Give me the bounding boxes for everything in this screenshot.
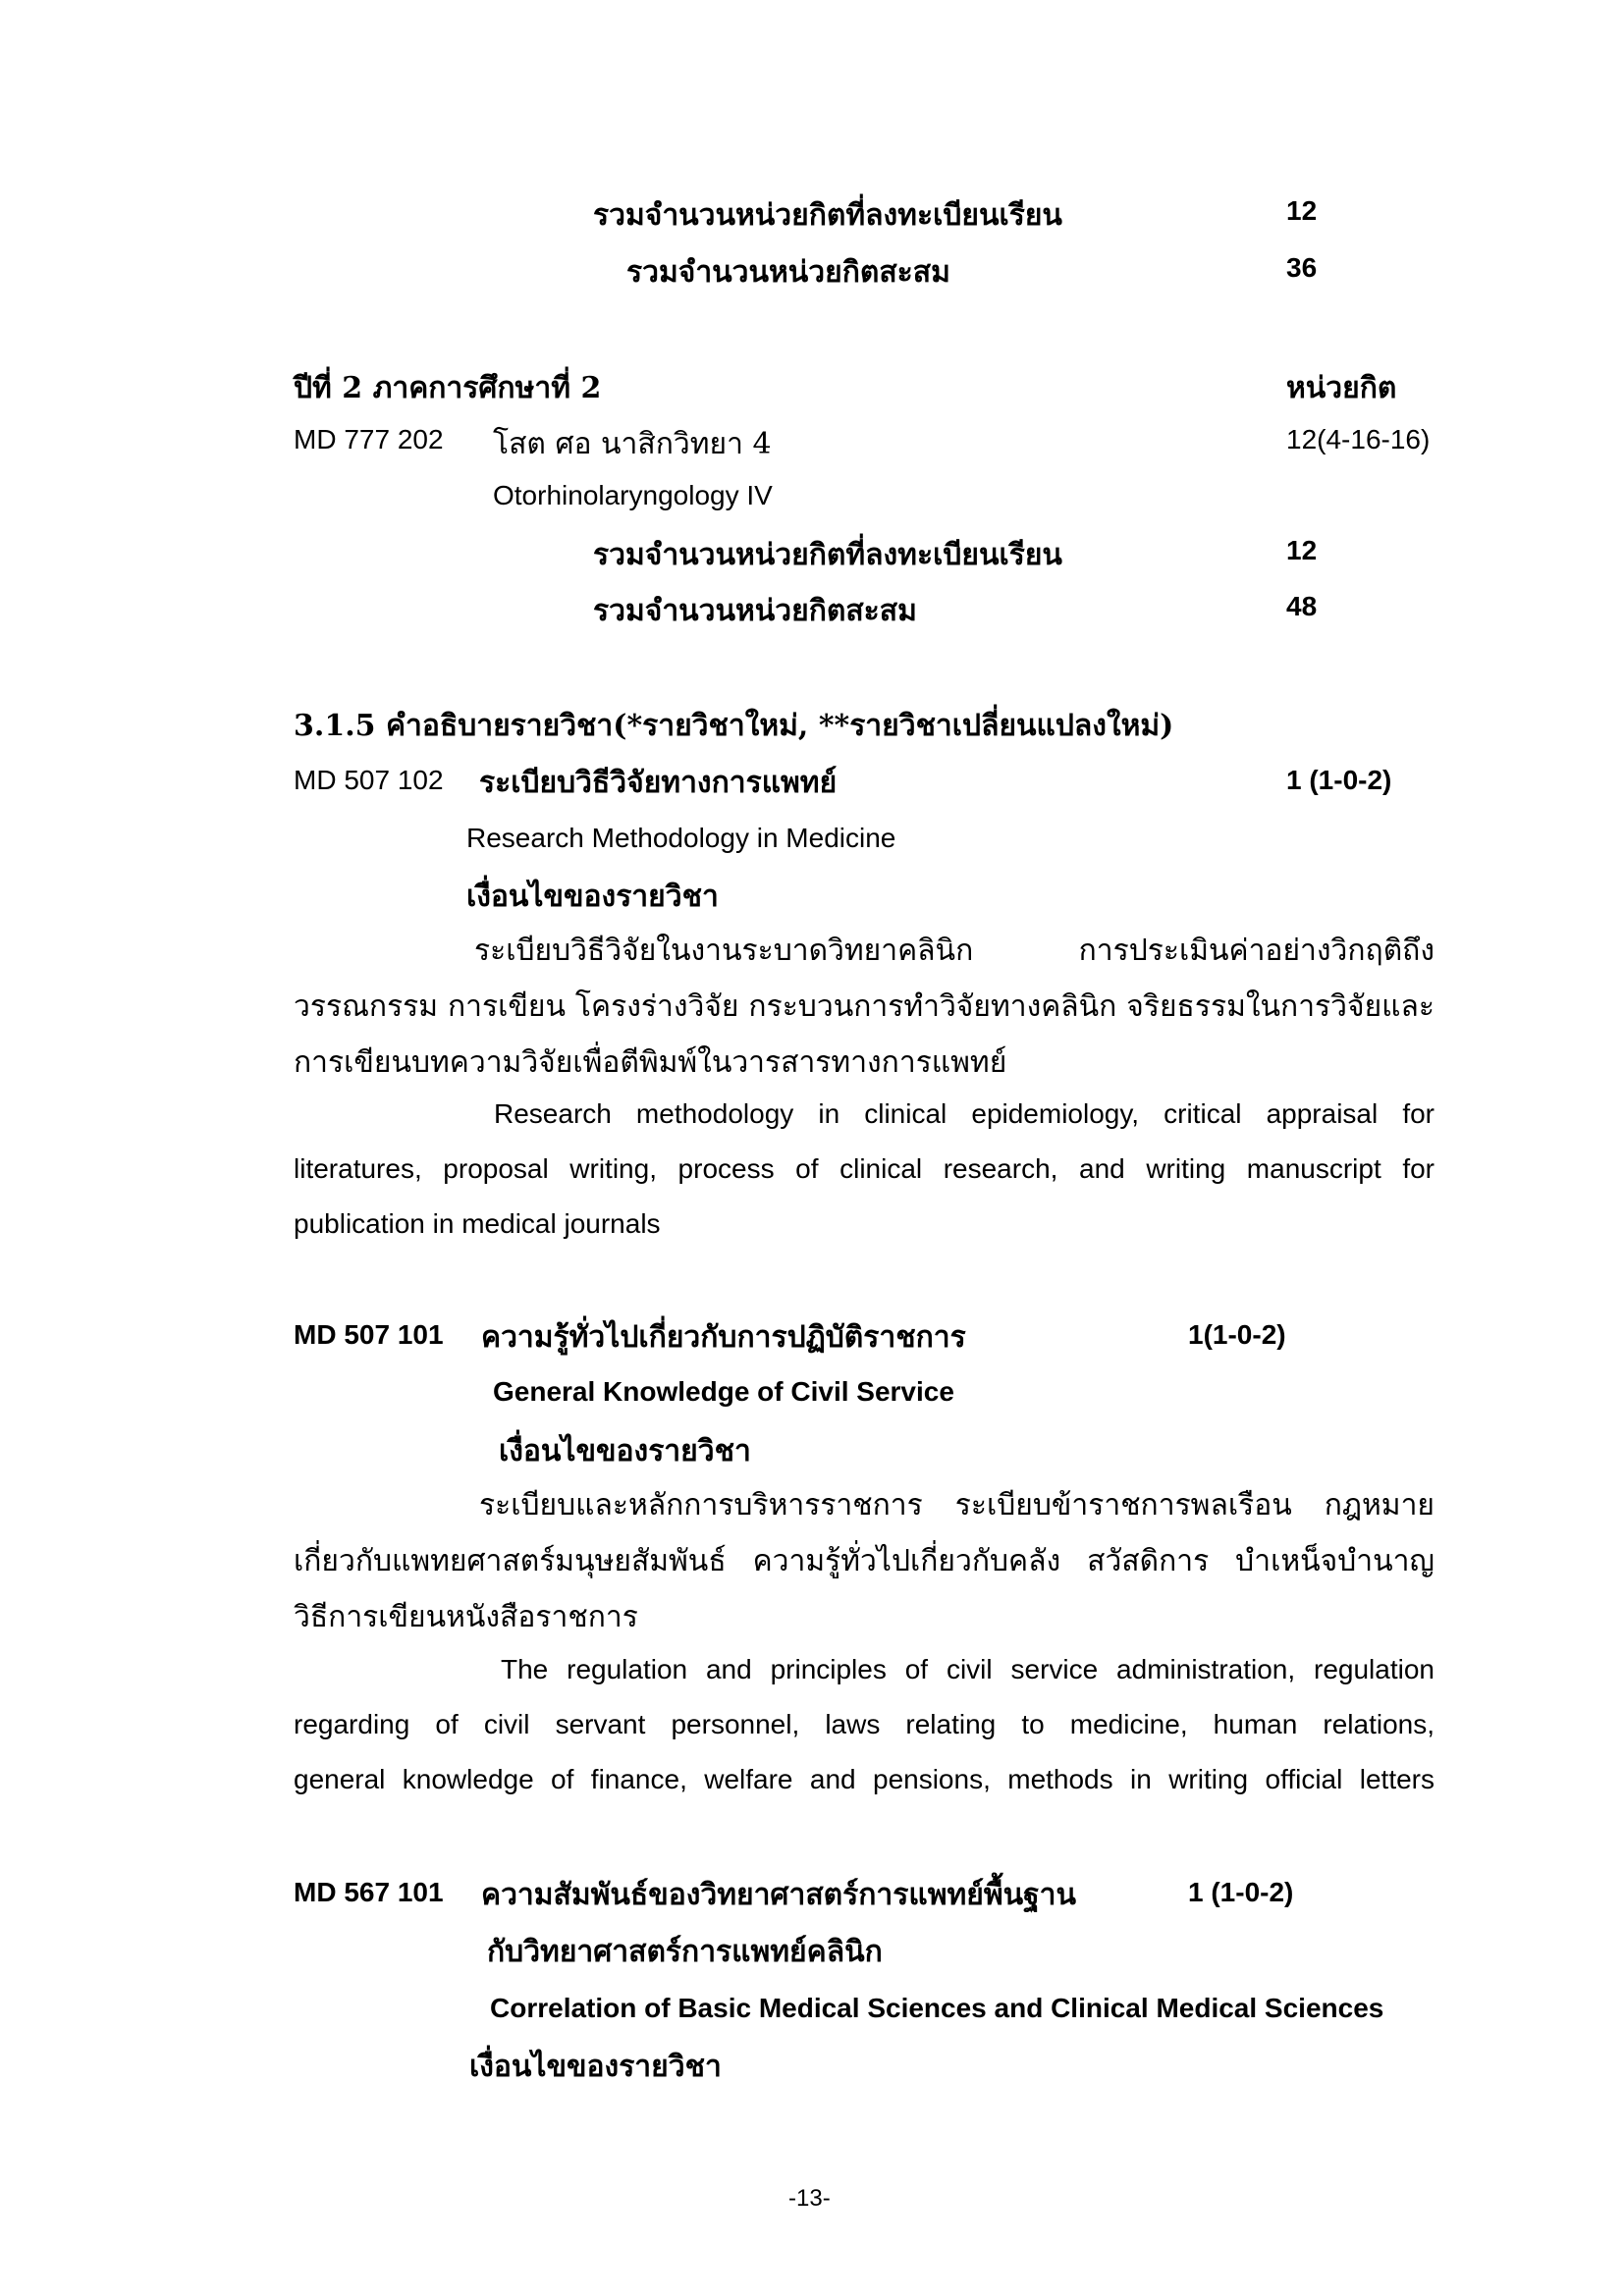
description-th-line: ระเบียบและหลักการบริหารราชการ ระเบียบข้าราชการพลเรือน กฎหมาย bbox=[479, 1488, 1435, 1522]
course-name-en: Correlation of Basic Medical Sciences and Clinical Medical Sciences bbox=[490, 1993, 1384, 2023]
prerequisite-label: เงื่อนไขของรายวิชา bbox=[469, 2050, 722, 2084]
course-credits: 1(1-0-2) bbox=[1188, 1319, 1286, 1350]
description-en-line: The regulation and principles of civil service administration, regulation bbox=[501, 1654, 1435, 1684]
course-name-en: Otorhinolaryngology IV bbox=[493, 480, 773, 510]
cumulative-credits-value: 36 bbox=[1286, 252, 1318, 283]
course-code: MD 507 101 bbox=[294, 1319, 444, 1350]
registered-credits-label: รวมจำนวนหน่วยกิตที่ลงทะเบียนเรียน bbox=[593, 538, 1062, 572]
course-name-th: โสต ศอ นาสิกวิทยา 4 bbox=[493, 427, 772, 461]
registered-credits-value: 12 bbox=[1286, 535, 1318, 565]
description-en-line: literatures, proposal writing, process of clinical research, and writing manuscript for bbox=[294, 1153, 1435, 1184]
page-number: -13- bbox=[788, 2185, 831, 2212]
description-th-line: ระเบียบวิธีวิจัยในงานระบาดวิทยาคลินิก การประเมินค่าอย่างวิกฤติถึง bbox=[474, 934, 1435, 968]
course-code: MD 507 102 bbox=[294, 765, 444, 795]
description-th-line: วิธีการเขียนหนังสือราชการ bbox=[294, 1600, 638, 1634]
description-en-line: publication in medical journals bbox=[294, 1208, 661, 1239]
cumulative-credits-value: 48 bbox=[1286, 591, 1318, 621]
course-name-th: ความรู้ทั่วไปเกี่ยวกับการปฏิบัติราชการ bbox=[481, 1320, 966, 1355]
cumulative-credits-label: รวมจำนวนหน่วยกิตสะสม bbox=[593, 594, 917, 628]
description-th-line: วรรณกรรม การเขียน โครงร่างวิจัย กระบวนการทำวิจัยทางคลินิก จริยธรรมในการวิจัยและ bbox=[294, 989, 1435, 1024]
course-name-en: Research Methodology in Medicine bbox=[466, 823, 896, 853]
prerequisite-label: เงื่อนไขของรายวิชา bbox=[466, 880, 719, 914]
description-en-line: Research methodology in clinical epidemiology, critical appraisal for bbox=[494, 1098, 1435, 1129]
section-heading: 3.1.5 คำอธิบายรายวิชา(*รายวิชาใหม่, **รายวิชาเปลี่ยนแปลงใหม่) bbox=[294, 709, 1174, 743]
course-code: MD 567 101 bbox=[294, 1877, 444, 1907]
description-th-line: เกี่ยวกับแพทยศาสตร์มนุษยสัมพันธ์ ความรู้ทั่วไปเกี่ยวกับคลัง สวัสดิการ บำเหน็จบำนาญ bbox=[294, 1544, 1435, 1578]
course-credits: 1 (1-0-2) bbox=[1188, 1877, 1294, 1907]
description-th-line: การเขียนบทความวิจัยเพื่อตีพิมพ์ในวารสารทางการแพทย์ bbox=[294, 1045, 1007, 1080]
course-name-th: ความสัมพันธ์ของวิทยาศาสตร์การแพทย์พื้นฐาน bbox=[481, 1878, 1077, 1912]
prerequisite-label: เงื่อนไขของรายวิชา bbox=[499, 1434, 751, 1468]
course-name-th-continued: กับวิทยาศาสตร์การแพทย์คลินิก bbox=[487, 1935, 883, 1969]
course-code: MD 777 202 bbox=[294, 424, 444, 454]
course-name-th: ระเบียบวิธีวิจัยทางการแพทย์ bbox=[479, 766, 838, 800]
course-credits: 1 (1-0-2) bbox=[1286, 765, 1392, 795]
course-credits: 12(4-16-16) bbox=[1286, 424, 1431, 454]
registered-credits-value: 12 bbox=[1286, 195, 1318, 226]
description-en-line: general knowledge of finance, welfare and pensions, methods in writing official letters bbox=[294, 1764, 1435, 1794]
description-en-line: regarding of civil servant personnel, laws relating to medicine, human relations, bbox=[294, 1709, 1435, 1739]
course-name-en: General Knowledge of Civil Service bbox=[493, 1376, 954, 1407]
credit-column-header: หน่วยกิต bbox=[1286, 371, 1397, 405]
cumulative-credits-label: รวมจำนวนหน่วยกิตสะสม bbox=[626, 255, 950, 290]
registered-credits-label: รวมจำนวนหน่วยกิตที่ลงทะเบียนเรียน bbox=[593, 198, 1062, 233]
semester-heading: ปีที่ 2 ภาคการศึกษาที่ 2 bbox=[294, 371, 602, 405]
